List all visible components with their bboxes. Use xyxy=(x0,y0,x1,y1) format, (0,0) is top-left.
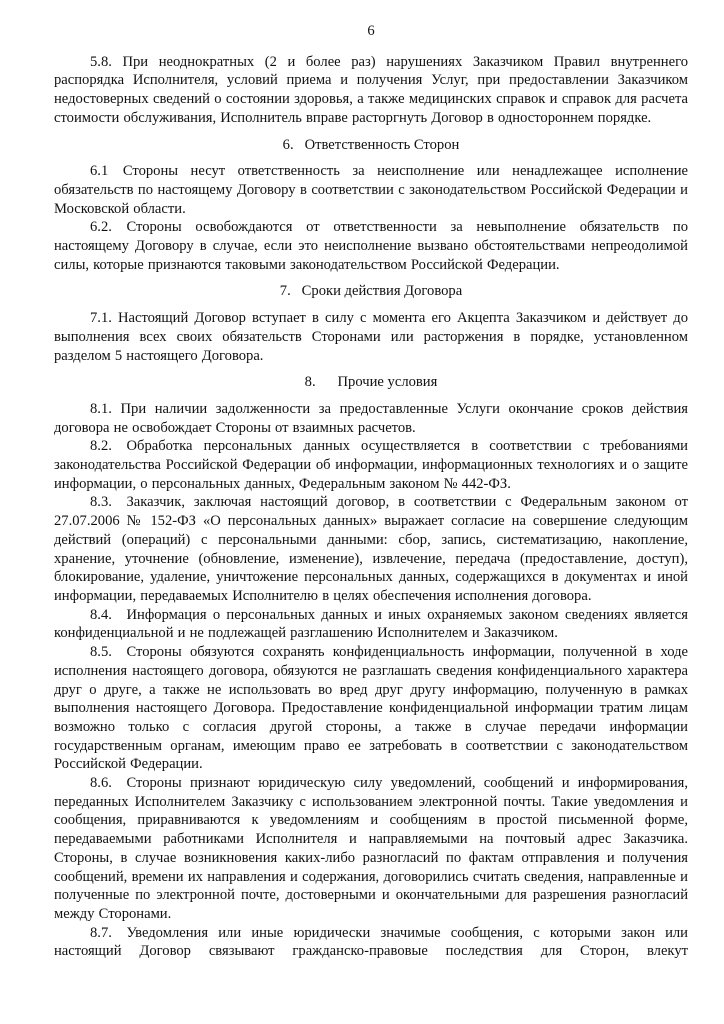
clause-8-1: 8.1. При наличии задолженности за предоставленные Услуги окончание сроков действия договора не освобождает Стороны от взаимных расчетов. xyxy=(54,400,688,436)
clause-7-1: 7.1. Настоящий Договор вступает в силу с момента его Акцепта Заказчиком и действует до выполнения всех своих обязательств Сторонами или расторжения в порядке, установленном разделом 5 настоящего Договора. xyxy=(54,310,688,364)
section-heading-6-responsibility: 6. Ответственность Сторон xyxy=(282,136,460,153)
page-number: 6 xyxy=(367,23,375,39)
clause-8-3: 8.3. Заказчик, заключая настоящий договор, в соответствии с Федеральным законом от 27.07.2006 № 152-ФЗ «О персональных данных» выражает согласие на совершение следующим действий (операций) с персональными данными: сбор, запись, систематизацию, накопление, хранение, уточнение (обновление, изменение), извлечение, передача (предоставление, доступ), блокирование, удаление, уничтожение персональных данных, содержащихся в документах и иной информации, передаваемых Исполнителю в целях обеспечения исполнения договора. xyxy=(54,494,688,604)
clause-6-1: 6.1 Стороны несут ответственность за неисполнение или ненадлежащее исполнение обязательств по настоящему Договору в соответствии с законодательством Российской Федерации и Московской области. xyxy=(54,163,688,217)
clause-8-2: 8.2. Обработка персональных данных осуществляется в соответствии с требованиями законодательства Российской Федерации об информации, информационных технологиях и о защите информации, о персональных данных, Федеральным законом № 442-ФЗ. xyxy=(54,438,688,492)
clause-5-8: 5.8. При неоднократных (2 и более раз) нарушениях Заказчиком Правил внутреннего распорядка Исполнителя, условий приема и получения Услуг, при предоставлении Заказчиком недостоверных сведений о состоянии здоровья, а также медицинских справок и справок для расчета стоимости обслуживания, Исполнитель вправе расторгнуть Договор в одностороннем порядке. xyxy=(54,53,688,126)
clause-8-7: 8.7. Уведомления или иные юридически значимые сообщения, с которыми закон или настоящий Договор связывают гражданско-правовые последствия для Сторон, влекут xyxy=(54,924,688,960)
section-heading-7-duration: 7. Сроки действия Договора xyxy=(279,283,463,300)
clause-8-5: 8.5. Стороны обязуются сохранять конфиденциальность информации, полученной в ходе исполнения настоящего договора, обязуются не разглашать сведения конфиденциального характера друг о друге, а также не использовать во вред друг другу информацию, полученную в рамках выполнения настоящего Договора. Предоставление конфиденциальной информации тратим лицам возможно только с согласия другой стороны, а также в случае передачи информации государственным органам, имеющим право ее затребовать в соответствии с законодательством Российской Федерации. xyxy=(54,644,688,773)
clause-8-4: 8.4. Информация о персональных данных и иных охраняемых законом сведениях является конфиденциальной и не подлежащей разглашению Исполнителем и Заказчиком. xyxy=(54,606,688,642)
clause-8-6: 8.6. Стороны признают юридическую силу уведомлений, сообщений и информирования, переданных Исполнителем Заказчику с использованием электронной почты. Такие уведомления и сообщения, приравниваются к уведомлениям и сообщениям в простой письменной форме, передаваемыми работниками Исполнителя и направляемыми на почтовый адрес Заказчика. Стороны, в случае возникновения каких-либо разногласий по фактам отправления и получения сообщений, времени их направления и содержания, договорились считать сведения, направленные и полученные по электронной почте, достоверными и окончательными для разрешения разногласий между Сторонами. xyxy=(54,775,688,922)
clause-6-2: 6.2. Стороны освобождаются от ответственности за невыполнение обязательств по настоящему Договору в случае, если это неисполнение вызвано обстоятельствами непреодолимой силы, которые признаются таковыми законодательством Российской Федерации. xyxy=(54,219,688,273)
section-heading-8-other: 8. Прочие условия xyxy=(304,374,438,391)
